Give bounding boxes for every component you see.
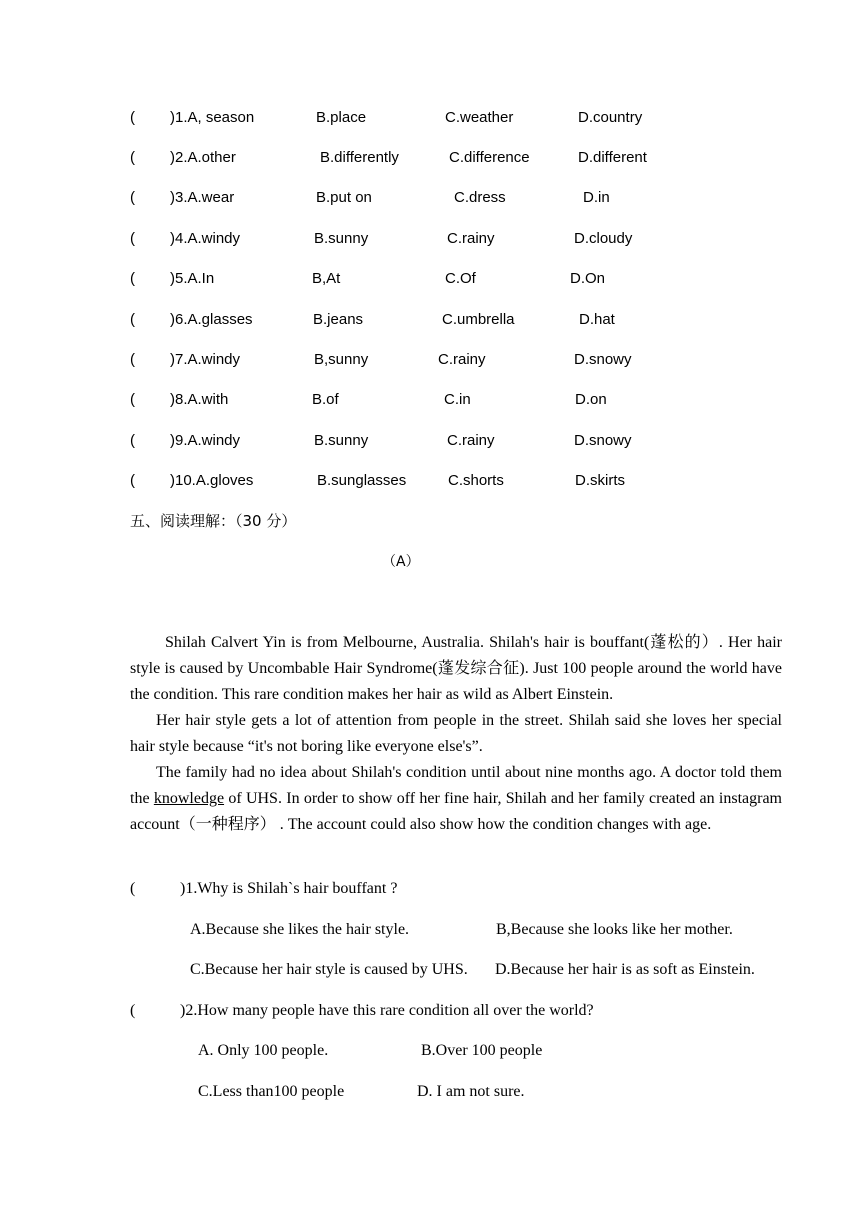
- option-a: )4.A.windy: [170, 230, 241, 247]
- option-d: D.different: [578, 149, 647, 166]
- answer-paren: (: [130, 880, 136, 897]
- option-d: D.snowy: [574, 351, 632, 368]
- answer-paren: (: [130, 230, 135, 247]
- option-d: D.snowy: [574, 432, 632, 449]
- question-2-options-cd: [0, 1083, 860, 1105]
- option-c: C.in: [444, 391, 471, 408]
- choice-b: B.Over 100 people: [421, 1042, 543, 1059]
- option-row-7: [0, 351, 860, 371]
- question-1: [0, 880, 860, 902]
- question-stem: )2.How many people have this rare condition all over the world?: [180, 1002, 594, 1019]
- option-row-6: [0, 311, 860, 331]
- option-d: D.in: [583, 189, 610, 206]
- answer-paren: (: [130, 1002, 136, 1019]
- option-a: )1.A, season: [170, 109, 255, 126]
- option-d: D.on: [575, 391, 607, 408]
- question-2: [0, 1002, 860, 1024]
- option-d: D.skirts: [575, 472, 625, 489]
- option-c: C.umbrella: [442, 311, 515, 328]
- option-row-8: [0, 391, 860, 411]
- option-row-5: [0, 270, 860, 290]
- option-d: D.country: [578, 109, 643, 126]
- option-row-10: [0, 472, 860, 492]
- choice-c: C.Because her hair style is caused by UHS.: [190, 961, 468, 978]
- answer-paren: (: [130, 109, 135, 126]
- option-a: )3.A.wear: [170, 189, 235, 206]
- option-c: C.rainy: [447, 230, 495, 247]
- option-c: C.shorts: [448, 472, 504, 489]
- option-row-2: [0, 149, 860, 169]
- option-c: C.weather: [445, 109, 514, 126]
- answer-paren: (: [130, 270, 135, 287]
- option-b: B.of: [312, 391, 339, 408]
- option-a: )2.A.other: [170, 149, 236, 166]
- option-row-9: [0, 432, 860, 452]
- option-d: D.cloudy: [574, 230, 633, 247]
- question-1-options-cd: [0, 961, 860, 983]
- option-a: )5.A.In: [170, 270, 215, 287]
- section-heading: 五、阅读理解：（30 分）: [130, 512, 297, 530]
- choice-b: B,Because she looks like her mother.: [496, 921, 733, 938]
- passage-paragraph-1: Shilah Calvert Yin is from Melbourne, Australia. Shilah's hair is bouffant(蓬松的）. Her hair style is caused by Uncombable Hair Syndrome(蓬发综合征). Just 100 people around the world have the condition. This rare condition makes her hair as wild as Albert Einstein.: [130, 634, 782, 703]
- answer-paren: (: [130, 351, 135, 368]
- passage-text: The family had no idea about Shilah's condition until about nine months ago. A doctor told them the: [130, 764, 782, 807]
- passage-paragraph-2: Her hair style gets a lot of attention from people in the street. Shilah said she loves her special hair style because “it's not boring like everyone else's”.: [130, 712, 782, 755]
- option-b: B.differently: [320, 149, 399, 166]
- option-b: B,sunny: [314, 351, 369, 368]
- option-c: C.difference: [449, 149, 530, 166]
- option-c: C.Of: [445, 270, 476, 287]
- choice-d: D.Because her hair is as soft as Einstein.: [495, 961, 755, 978]
- passage-text: of UHS. In order to show off her fine hair, Shilah and her family created an instagram account（一种程序） . The account could also show how the condition changes with age.: [130, 790, 783, 833]
- underlined-word: knowledge: [153, 790, 225, 807]
- answer-paren: (: [130, 311, 135, 328]
- option-a: )10.A.gloves: [170, 472, 254, 489]
- choice-d: D. I am not sure.: [417, 1083, 525, 1100]
- option-a: )6.A.glasses: [170, 311, 253, 328]
- choice-c: C.Less than100 people: [198, 1083, 345, 1100]
- option-b: B.place: [316, 109, 367, 126]
- passage-paragraph-3: [130, 760, 782, 838]
- answer-paren: (: [130, 149, 135, 166]
- option-row-4: [0, 230, 860, 250]
- option-a: )8.A.with: [170, 391, 229, 408]
- choice-a: A.Because she likes the hair style.: [190, 921, 410, 938]
- option-row-1: [0, 109, 860, 129]
- option-row-3: [0, 189, 860, 209]
- option-b: B.sunny: [314, 432, 369, 449]
- answer-paren: (: [130, 391, 135, 408]
- option-c: C.rainy: [438, 351, 486, 368]
- choice-a: A. Only 100 people.: [198, 1042, 329, 1059]
- answer-paren: (: [130, 472, 135, 489]
- option-b: B.jeans: [313, 311, 364, 328]
- reading-passage: [130, 630, 782, 838]
- question-stem: )1.Why is Shilah`s hair bouffant ?: [180, 880, 398, 897]
- option-b: B.put on: [316, 189, 372, 206]
- question-2-options-ab: [0, 1042, 860, 1064]
- option-b: B.sunny: [314, 230, 369, 247]
- option-a: )9.A.windy: [170, 432, 241, 449]
- passage-label: （A）: [382, 554, 420, 570]
- option-a: )7.A.windy: [170, 351, 241, 368]
- option-c: C.rainy: [447, 432, 495, 449]
- option-d: D.hat: [579, 311, 615, 328]
- option-b: B.sunglasses: [317, 472, 407, 489]
- answer-paren: (: [130, 189, 135, 206]
- option-b: B,At: [312, 270, 341, 287]
- answer-paren: (: [130, 432, 135, 449]
- option-d: D.On: [570, 270, 606, 287]
- question-1-options-ab: [0, 921, 860, 943]
- option-c: C.dress: [454, 189, 506, 206]
